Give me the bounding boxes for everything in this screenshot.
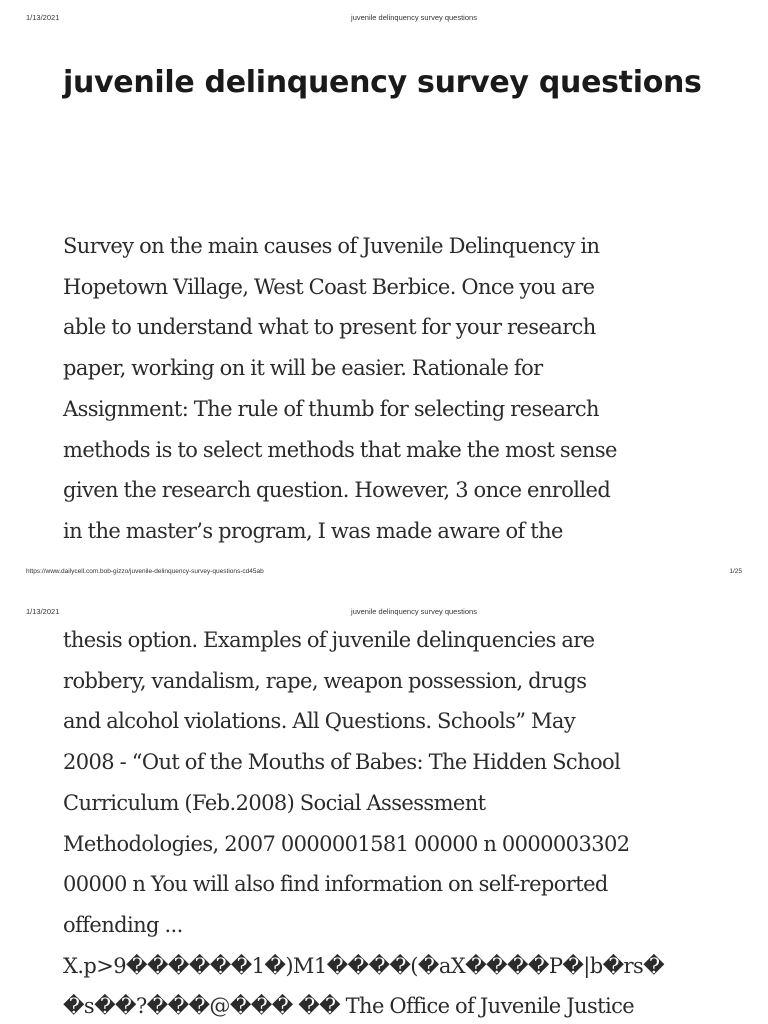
text-line: and alcohol violations. All Questions. Schools” May <box>63 709 576 734</box>
text-line: 2008 - “Out of the Mouths of Babes: The Hidden School <box>63 750 621 775</box>
text-line: �s��?���@��� �� The Office of Juvenile Justice <box>63 994 635 1019</box>
page-separator <box>0 586 768 600</box>
text-line: X.p>9������1�)M1����(�aX����P�|b�rs� <box>63 953 665 978</box>
text-line: Assignment: The rule of thumb for selecting research <box>63 396 599 421</box>
running-title: juvenile delinquency survey questions <box>351 607 477 616</box>
text-line: paper, working on it will be easier. Rationale for <box>63 356 543 381</box>
text-line: Hopetown Village, West Coast Berbice. Once you are <box>63 274 595 299</box>
page-header <box>0 607 768 619</box>
text-line: robbery, vandalism, rape, weapon possession, drugs <box>63 668 587 693</box>
text-line: able to understand what to present for your research <box>63 315 596 340</box>
text-line: Methodologies, 2007 0000001581 00000 n 0000003302 <box>63 831 630 856</box>
text-line: methods is to select methods that make the most sense <box>63 437 617 462</box>
page-number: 1/25 <box>729 568 742 575</box>
running-title: juvenile delinquency survey questions <box>351 13 477 22</box>
print-date: 1/13/2021 <box>26 607 60 616</box>
print-date: 1/13/2021 <box>26 13 60 22</box>
text-line: in the master’s program, I was made aware of the <box>63 518 563 543</box>
footer-url[interactable]: https://www.dailycell.com.bob-gizzo/juvenile-delinquency-survey-questions-cd45ab <box>26 568 264 575</box>
text-line: offending ... <box>63 912 183 937</box>
body-paragraph <box>63 620 713 1024</box>
body-paragraph <box>63 226 713 552</box>
text-line: Survey on the main causes of Juvenile Delinquency in <box>63 234 600 258</box>
page-title: juvenile delinquency survey questions <box>63 65 702 100</box>
text-line: 00000 n You will also find information on self-reported <box>63 872 608 897</box>
page-footer <box>0 568 768 580</box>
pdf-page-2 <box>0 600 768 1024</box>
text-line: Curriculum (Feb.2008) Social Assessment <box>63 790 486 815</box>
page-header <box>0 13 768 25</box>
text-line: thesis option. Examples of juvenile delinquencies are <box>63 628 595 652</box>
text-line: given the research question. However, 3 once enrolled <box>63 478 611 503</box>
